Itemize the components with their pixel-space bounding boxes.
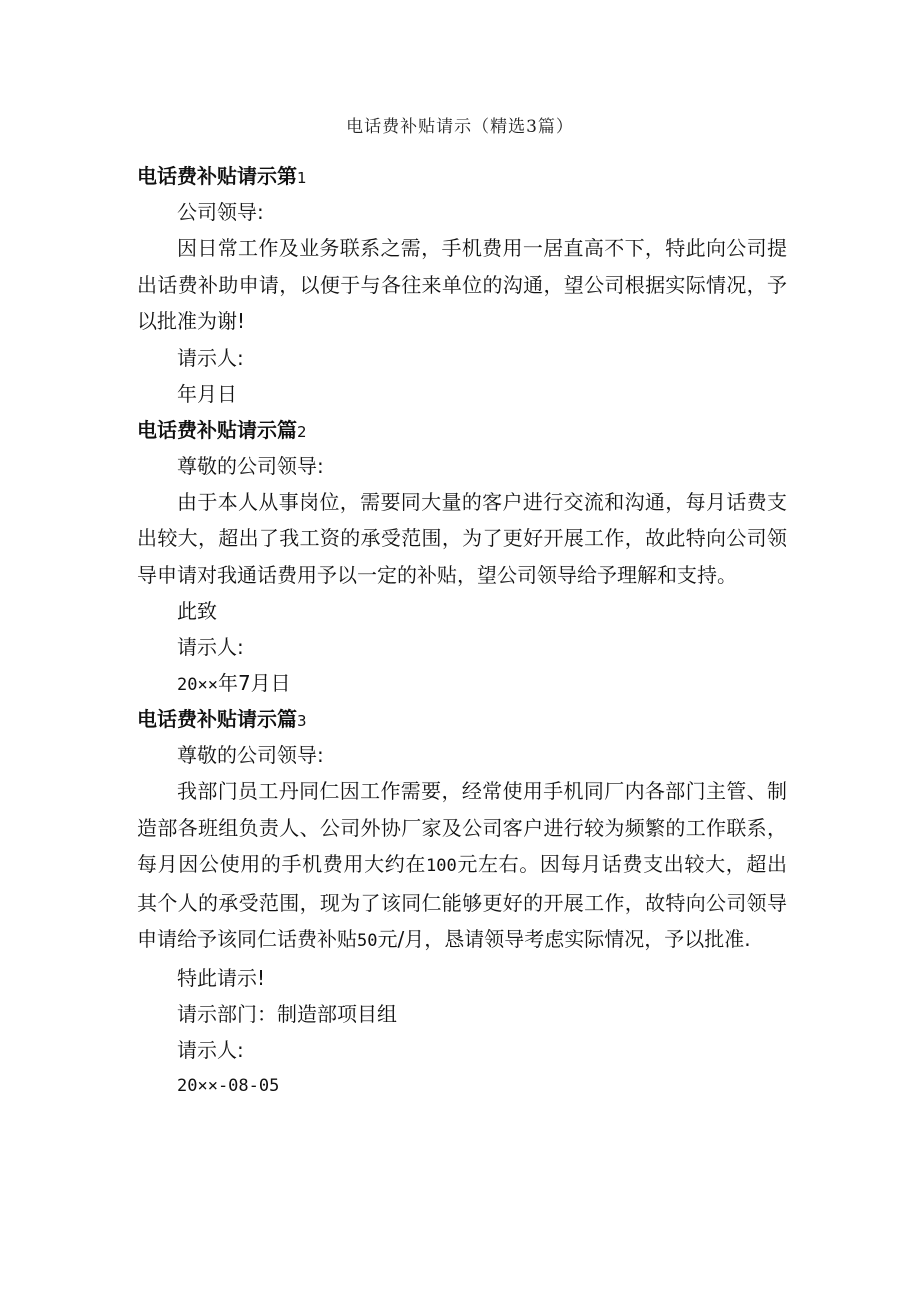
section-2-heading-number: 2 (297, 422, 307, 441)
section-3-heading-number: 3 (297, 712, 307, 730)
section-3-body-part-1: 我部门员工丹同仁因工作需要，经常使用手机同厂内各部门主管、制造部各班组负责人、公司外协厂家及公司客户进行较为频繁的工作联系，每月因公使用的手机费用大约在 (137, 779, 787, 876)
section-3-heading-text: 电话费补贴请示篇 (137, 707, 297, 731)
section-2-body: 由于本人从事岗位，需要同大量的客户进行交流和沟通，每月话费支出较大，超出了我工资的承受范围，为了更好开展工作，故此特向公司领导申请对我通话费用予以一定的补贴，望公司领导给予理解和支持。 (137, 489, 787, 587)
section-3-body-part-3: 元/月，恳请领导考虑实际情况，予以批准. (377, 927, 751, 951)
section-1-heading-number: 1 (297, 169, 307, 187)
document-content (137, 158, 797, 1104)
section-3-heading (137, 701, 797, 737)
document-title: 电话费补贴请示（精选3篇） (346, 117, 574, 137)
section-3-closing: 特此请示! (177, 965, 266, 990)
section-1-body: 因日常工作及业务联系之需，手机费用一居直高不下，特此向公司提出话费补助申请，以便于与各往来单位的沟通，望公司根据实际情况，予以批准为谢! (137, 236, 787, 333)
section-1-heading (137, 158, 797, 194)
section-2-date-rest: 年7月日 (217, 671, 291, 695)
section-3-salutation: 尊敬的公司领导: (177, 743, 324, 767)
section-2-signer: 请示人: (177, 635, 244, 659)
section-2-salutation: 尊敬的公司领导: (177, 453, 324, 478)
section-1-salutation: 公司领导: (177, 200, 264, 224)
section-1-heading-text: 电话费补贴请示第 (137, 164, 297, 188)
section-2-date-year: 20×× (177, 675, 218, 695)
section-1-date: 年月日 (177, 381, 237, 406)
section-3-body-part-2: 元左右。因每月话费支出较大，超出其个人的承受范围，现为了该同仁能够更好的开展工作，故特向公司领导申请给予该同仁话费补贴 (137, 852, 788, 951)
section-3-department: 请示部门：制造部项目组 (177, 1001, 397, 1026)
section-3-body (137, 773, 787, 960)
section-3-date: 20××-08-05 (177, 1075, 280, 1096)
section-2-closing: 此致 (177, 599, 217, 623)
section-1-signer: 请示人: (177, 345, 244, 370)
section-2-date (137, 665, 797, 701)
section-2-heading (137, 412, 797, 448)
section-3-amount-monthly: 100 (426, 856, 457, 876)
section-3-amount-subsidy: 50 (357, 931, 378, 951)
section-2-heading-text: 电话费补贴请示篇 (137, 417, 297, 442)
section-3-signer: 请示人: (177, 1037, 244, 1062)
